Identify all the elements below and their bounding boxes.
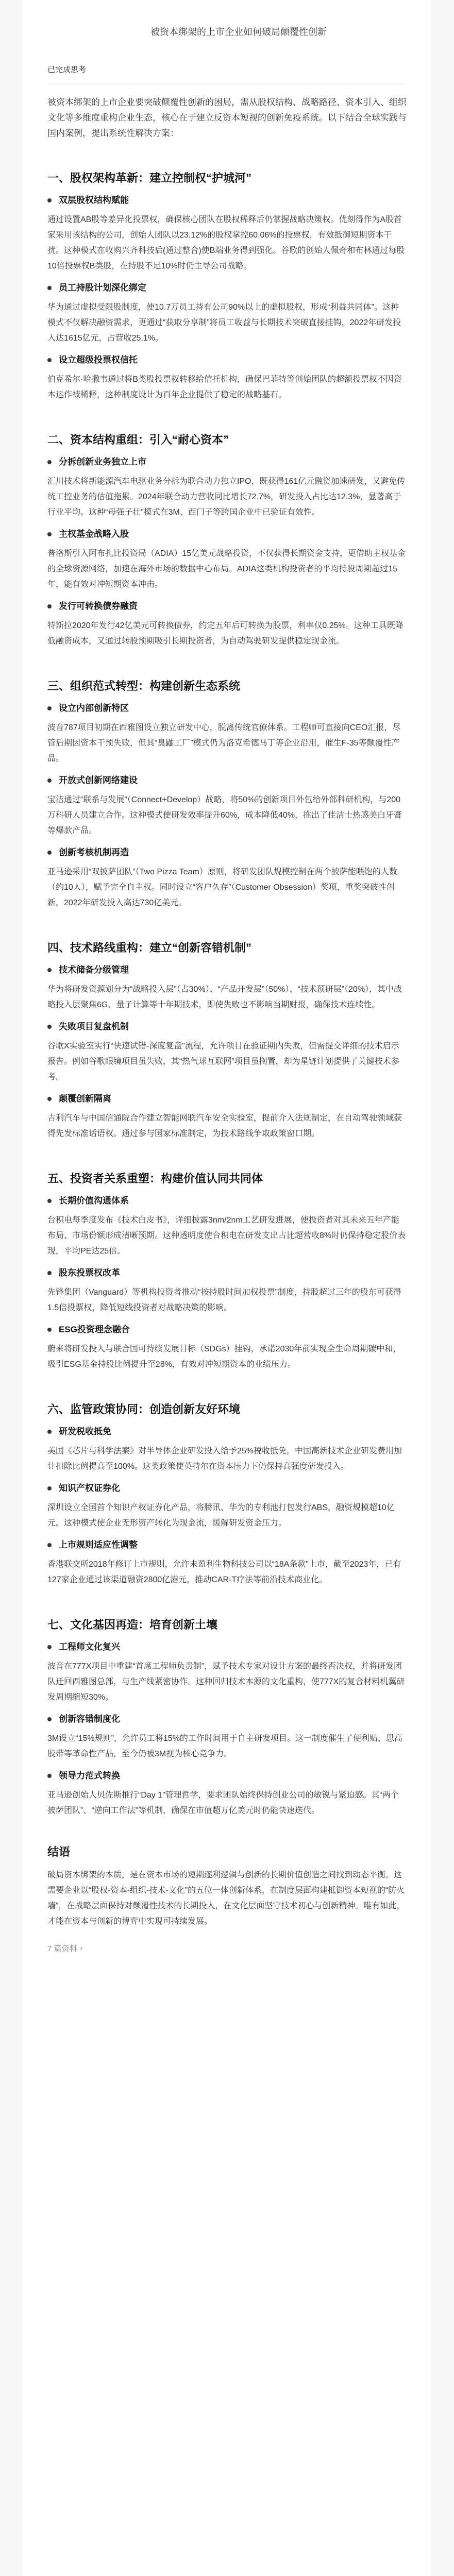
paragraph: 波音在777X项目中重建“首席工程师负责制”，赋予技术专家对设计方案的最终否决权，并将研发团队迁回西雅图总部，与生产线紧密协作。这种回归技术本源的文化重构，使777X的复合材料机翼研发周期缩短30%。 (47, 1662, 405, 1702)
subsection-heading (47, 702, 407, 715)
paragraph: 谷歌X实验室实行“快速试错-深度复盘”流程，允许项目在验证期内失败，但需提交详细的技术启示报告。例如谷歌眼镜项目虽失败，其“热气球互联网”项目虽搁置，却为星链计划提供了关键技术参考。 (47, 1042, 399, 1081)
section-title: 六、监管政策协同：创造创新友好环境 (47, 1403, 241, 1416)
subsection-label: 开放式创新网络建设 (59, 775, 138, 785)
subsection-label: 颠覆创新隔离 (59, 1094, 111, 1104)
paragraph: 美国《芯片与科学法案》对半导体企业研发投入给予25%税收抵免，中国高新技术企业研发费用加计扣除比例提高至100%。这类政策使英特尔在资本压力下仍保持高强度研发投入。 (47, 1447, 402, 1471)
subsection-heading (47, 455, 407, 469)
subsection-heading (47, 1092, 407, 1106)
bullet-icon (47, 358, 52, 362)
intro-paragraph: 被资本绑架的上市企业要突破颠覆性创新的困局，需从股权结构、战略路径、资本引入、组织文化等多维度重构企业生态，核心在于建立反资本短视的创新免疫系统。以下结合全球实践与国内案例，提出系统性解决方案： (47, 97, 407, 138)
section-title: 七、文化基因再造：培育创新土壤 (47, 1618, 218, 1631)
subsection-label: 设立超级投票权信托 (59, 355, 138, 365)
subsection-label: 设立内部创新特区 (59, 703, 129, 713)
paragraph: 特斯拉2020年发行42亿美元可转换债券，约定五年后可转换为股票，利率仅0.25%。这种工具既降低融资成本，又通过转股预期吸引长期投资者，为自动驾驶研发提供稳定现金流。 (47, 621, 403, 646)
subsection-heading (47, 1482, 407, 1495)
paragraph: 3M设立“15%规则”，允许员工将15%的工作时间用于自主研发项目。这一制度催生了便利贴、思高胶带等革命性产品，至今仍被3M视为核心竞争力。 (47, 1734, 402, 1758)
section-title: 一、股权架构革新：建立控制权“护城河” (47, 172, 252, 184)
conclusion-text: 破局资本绑架的本质，是在资本市场的短期逐利逻辑与创新的长期价值创造之间找到动态平衡。这需要企业以“股权-资本-组织-技术-文化”的五位一体创新体系，在制度层面构建抵御资本短视的“防火墙”，在战略层面保持对颠覆性技术的长期投入，在文化层面坚守技术初心与创新精神。唯有如此，才能在资本与创新的博弈中实现可持续发展。 (47, 1871, 405, 1926)
paragraph: 宝洁通过“联系与发展”（Connect+Develop）战略，将50%的创新项目外包给外部科研机构，与200万科研人员建立合作。这种模式使研发效率提升60%，成本降低40%，推出了佳洁士热感美白牙膏等爆款产品。 (47, 795, 402, 835)
paragraph: 伯克希尔·哈撒韦通过将B类股投票权转移给信托机构，确保巴菲特等创始团队的超额投票权不因资本运作被稀释，这种制度设计为百年企业提供了稳定的战略基石。 (47, 375, 402, 399)
subsection-label: 失败项目复盘机制 (59, 1022, 129, 1031)
bullet-icon (47, 1645, 52, 1649)
subsection-heading (47, 1194, 407, 1208)
bullet-icon (47, 1025, 52, 1029)
bullet-icon (47, 1097, 52, 1101)
thinking-status[interactable]: 已完成思考 (47, 65, 87, 74)
bullet-icon (47, 198, 52, 202)
references-label: 7 篇资料 (47, 1944, 77, 1953)
subsection-label: 工程师文化复兴 (59, 1642, 120, 1652)
bullet-icon (47, 851, 52, 855)
page-title: 被资本绑架的上市企业如何破局颠覆性创新 (150, 27, 327, 37)
subsection-label: 知识产权证券化 (59, 1483, 120, 1493)
subsection-label: 研发税收抵免 (59, 1427, 111, 1436)
subsection-label: 技术储备分级管理 (59, 965, 129, 975)
bullet-icon (47, 532, 52, 536)
subsection-label: 创新容错制度化 (59, 1714, 120, 1724)
conclusion-title: 结语 (47, 1845, 71, 1858)
paragraph: 华为将研发资源划分为“战略投入层”（占30%）、“产品开发层”（50%）、“技术预研层”（20%），其中战略投入层聚焦6G、量子计算等十年期技术，即使失败也不影响当期财报，确保技术连续性。 (47, 985, 402, 1009)
subsection-label: 分拆创新业务独立上市 (59, 457, 146, 467)
subsection-label: 上市规则适应性调整 (59, 1540, 138, 1550)
subsection-heading (47, 1020, 407, 1033)
subsection-heading (47, 1425, 407, 1438)
bullet-icon (47, 1271, 52, 1275)
subsection-label: 领导力范式转换 (59, 1771, 120, 1781)
bullet-icon (47, 1199, 52, 1203)
bullet-icon (47, 778, 52, 783)
subsection-heading (47, 1640, 407, 1654)
subsection-heading (47, 1713, 407, 1726)
bullet-icon (47, 1717, 52, 1721)
bullet-icon (47, 1543, 52, 1547)
subsection-label: 员工持股计划深化绑定 (59, 283, 146, 293)
bullet-icon (47, 286, 52, 290)
paragraph: 深圳设立全国首个知识产权证券化产品，将腾讯、华为的专利池打包发行ABS，融资规模超10亿元。这种模式使企业无形资产转化为现金流，缓解研发资金压力。 (47, 1503, 395, 1528)
chevron-right-icon: › (80, 1944, 83, 1953)
bullet-icon (47, 1774, 52, 1778)
section-title: 四、技术路线重构：建立“创新容错机制” (47, 941, 252, 954)
subsection-heading (47, 1323, 407, 1336)
bullet-icon (47, 460, 52, 464)
subsection-label: 双层股权结构赋能 (59, 195, 129, 205)
bullet-icon (47, 604, 52, 608)
subsection-heading (47, 963, 407, 977)
subsection-label: 创新考核机制再造 (59, 848, 129, 857)
paragraph: 先锋集团（Vanguard）等机构投资者推动“按持股时间加权投票”制度，持股超过三年的股东可获得1.5倍投票权，降低短线投资者对战略决策的影响。 (47, 1288, 401, 1312)
section-title: 二、资本结构重组：引入“耐心资本” (47, 433, 229, 446)
paragraph: 蔚来将研发投入与联合国可持续发展目标（SDGs）挂钩，承诺2030年前实现全生命周期碳中和，吸引ESG基金持股比例提升至28%，有效对冲短期资本的业绩压力。 (47, 1345, 401, 1369)
subsection-heading (47, 281, 407, 295)
subsection-heading (47, 774, 407, 787)
article-card (23, 0, 431, 2576)
subsection-label: 主权基金战略入股 (59, 529, 129, 539)
subsection-label: 股东投票权改革 (59, 1268, 120, 1278)
paragraph: 华为通过虚拟受限股制度，使10.7万员工持有公司90%以上的虚拟股权，形成“利益共同体”。这种模式不仅解决融资需求，更通过“获取分享制”将员工收益与长期技术突破直接挂钩，2022年研发投入达1615亿元，占营收25.1%。 (47, 303, 401, 343)
paragraph: 吉利汽车与中国信通院合作建立智能网联汽车安全实验室，提前介入法规制定，在自动驾驶领域获得先发标准话语权。通过参与国家标准制定，为技术路线争取政策窗口期。 (47, 1114, 402, 1138)
bullet-icon (47, 1486, 52, 1490)
subsection-label: 长期价值沟通体系 (59, 1196, 129, 1206)
subsection-heading (47, 600, 407, 613)
subsection-heading (47, 528, 407, 541)
paragraph: 亚马逊创始人贝佐斯推行“Day 1”管理哲学，要求团队始终保持创业公司的敏锐与紧迫感。其“两个披萨团队”、“逆向工作法”等机制，确保在市值超万亿美元时仍能快速迭代。 (47, 1791, 399, 1815)
paragraph: 汇川技术将新能源汽车电驱业务分拆为联合动力独立IPO，既获得161亿元融资加速研发，又避免传统工控业务的估值拖累。2024年联合动力营收同比增长72.7%，研发投入占比达12.3%，显著高于行业平均。这种“母强子壮”模式在3M、西门子等跨国企业中已验证有效性。 (47, 477, 406, 517)
bullet-icon (47, 706, 52, 710)
subsection-heading (47, 1769, 407, 1783)
subsection-heading (47, 1538, 407, 1552)
subsection-heading (47, 353, 407, 367)
subsection-label: ESG投资理念融合 (59, 1325, 130, 1334)
subsection-heading (47, 194, 407, 207)
paragraph: 通过设置AB股等差异化投票权，确保核心团队在股权稀释后仍掌握战略决策权。优刻得作为A股首家采用该结构的公司，创始人团队以23.12%的股权掌控60.06%的投票权，有效抵御短期资本干扰。这种模式在收购兴齐科技后(通过整合)使B端业务得到强化。谷歌的创始人佩奇和布林通过每股10倍投票权B类股，在持股不足10%时仍主导公司战略。 (47, 215, 405, 270)
bullet-icon (47, 968, 52, 972)
paragraph: 亚马逊采用“双披萨团队”（Two Pizza Team）原则，将研发团队规模控制在两个披萨能喂饱的人数（约10人），赋予完全自主权。同时设立“客户久存”（Customer Obsession）奖项，重奖突破性创新，2022年研发投入高达730亿美元。 (47, 868, 397, 907)
paragraph: 波音787项目初期在西雅图设立独立研发中心，脱离传统官僚体系。工程师可直接向CEO汇报，尽管后期因资本干预失败，但其“臭鼬工厂”模式仍为洛克希德马丁等企业沿用，催生F-35等颠覆性产品。 (47, 723, 401, 763)
paragraph: 普洛斯引入阿布扎比投资局（ADIA）15亿美元战略投资，不仅获得长期资金支持，更借助主权基金的全球资源网络，加速在海外市场的数据中心布局。ADIA这类机构投资者的平均持股周期超过15年，能有效对冲短期资本冲击。 (47, 549, 406, 589)
subsection-label: 发行可转换债券融资 (59, 601, 138, 611)
bullet-icon (47, 1328, 52, 1332)
paragraph: 香港联交所2018年修订上市规则，允许未盈利生物科技公司以“18A条款”上市，截至2023年，已有127家企业通过该渠道融资2800亿港元，推动CAR-T疗法等前沿技术商业化。 (47, 1560, 401, 1584)
bullet-icon (47, 1430, 52, 1434)
section-title: 五、投资者关系重塑：构建价值认同共同体 (47, 1172, 263, 1185)
sections-container (47, 170, 407, 1819)
reference-count[interactable] (47, 1943, 407, 1954)
section-title: 三、组织范式转型：构建创新生态系统 (47, 680, 241, 692)
paragraph: 台积电每季度发布《技术白皮书》，详细披露3nm/2nm工艺研发进展，使投资者对其未来五年产能布局、市场份额形成清晰预期。这种透明度使台积电在研发支出占比超营收8%时仍保持稳定股价表现，平均PE达25倍。 (47, 1216, 406, 1256)
subsection-heading (47, 1266, 407, 1280)
subsection-heading (47, 846, 407, 859)
